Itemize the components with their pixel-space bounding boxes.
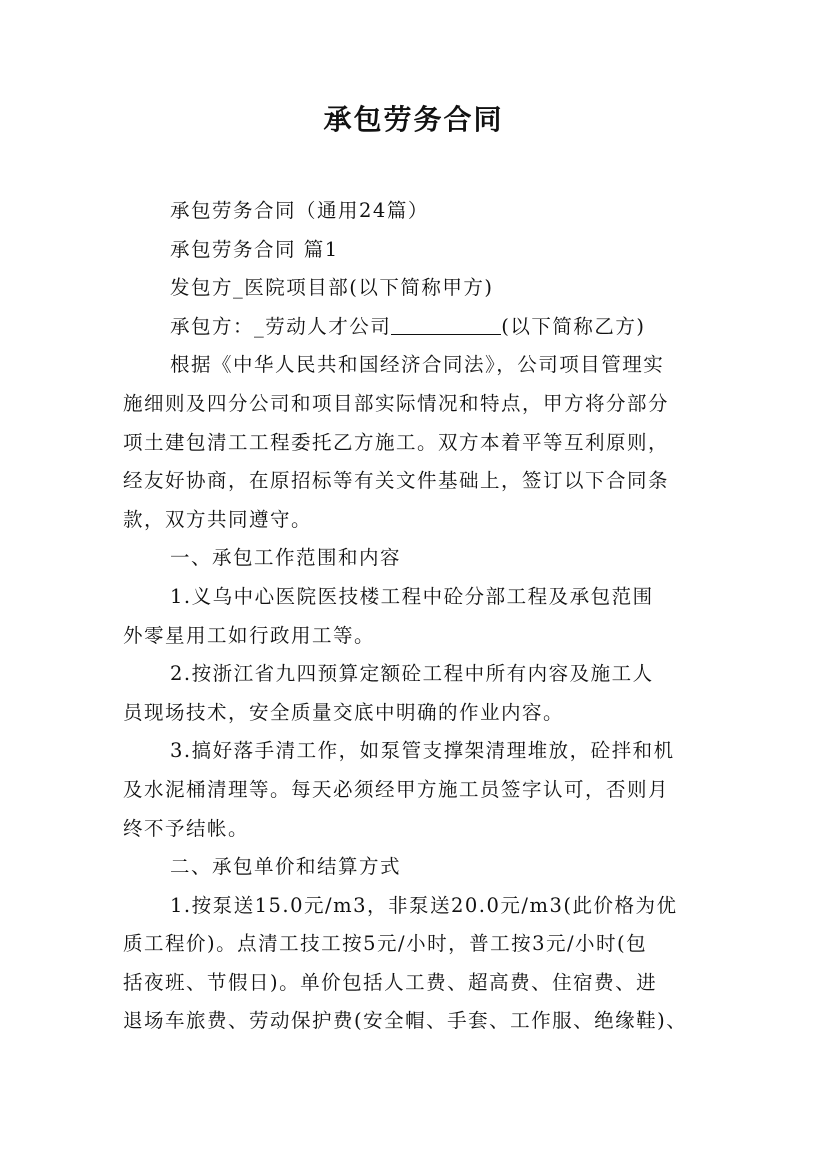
doc-line-6: 施细则及四分公司和项目部实际情况和特点，甲方将分部分 bbox=[123, 391, 670, 415]
document-title: 承包劳务合同 bbox=[323, 103, 504, 136]
doc-line-19: 1.按泵送15.0元/m3，非泵送20.0元/m3(此价格为优 bbox=[170, 893, 678, 917]
doc-line-1: 承包劳务合同（通用24篇） bbox=[170, 199, 429, 222]
doc-line-12: 外零星用工如行政用工等。 bbox=[123, 623, 376, 647]
doc-line-5: 根据《中华人民共和国经济合同法》，公司项目管理实 bbox=[170, 353, 665, 377]
doc-line-11: 1.义乌中心医院医技楼工程中砼分部工程及承包范围 bbox=[170, 584, 654, 608]
doc-line-16: 及水泥桶清理等。每天必须经甲方施工员签字认可，否则月 bbox=[123, 777, 670, 801]
doc-line-22: 退场车旅费、劳动保护费(安全帽、手套、工作服、绝缘鞋)、 bbox=[123, 1009, 688, 1033]
doc-line-21: 括夜班、节假日)。单价包括人工费、超高费、住宿费、进 bbox=[123, 970, 658, 994]
doc-line-3: 发包方_医院项目部(以下简称甲方) bbox=[170, 276, 494, 300]
section-heading-1: 一、承包工作范围和内容 bbox=[170, 546, 402, 570]
section-heading-2: 二、承包单价和结算方式 bbox=[170, 855, 402, 879]
doc-line-17: 终不予结帐。 bbox=[123, 816, 250, 840]
doc-line-14: 员现场技术，安全质量交底中明确的作业内容。 bbox=[123, 700, 565, 724]
doc-line-4 bbox=[123, 308, 727, 347]
doc-line-8: 经友好协商，在原招标等有关文件基础上，签订以下合同条 bbox=[123, 469, 670, 493]
doc-line-15: 3.搞好落手清工作，如泵管支撑架清理堆放，砼拌和机 bbox=[170, 739, 675, 763]
contractor-label: 承包方：_劳动人才公司 bbox=[170, 314, 392, 338]
document-body bbox=[123, 192, 727, 1041]
contractor-blank bbox=[391, 314, 501, 335]
doc-line-13: 2.按浙江省九四预算定额砼工程中所有内容及施工人 bbox=[170, 662, 654, 686]
doc-line-2: 承包劳务合同 篇1 bbox=[170, 237, 339, 261]
contractor-suffix: (以下简称乙方) bbox=[501, 314, 646, 338]
doc-line-7: 项土建包清工工程委托乙方施工。双方本着平等互利原则， bbox=[123, 430, 670, 454]
doc-line-20: 质工程价)。点清工技工按5元/小时，普工按3元/小时(包 bbox=[123, 932, 648, 956]
doc-line-9: 款，双方共同遵守。 bbox=[123, 507, 313, 531]
